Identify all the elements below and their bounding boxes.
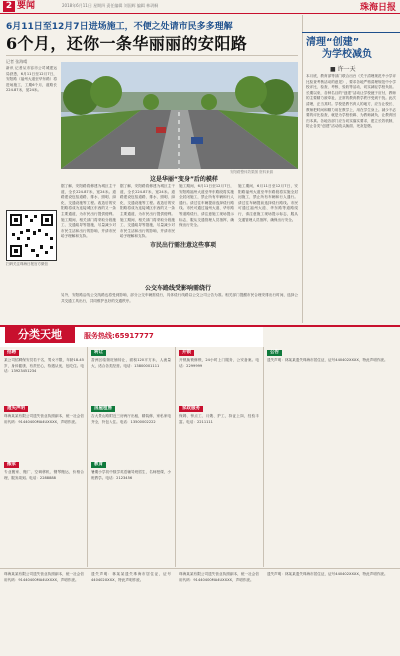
notice-text: 遗失声明：林某某遗失珠海市居住证，证号440402XXXX，特此声明作废。: [267, 572, 388, 576]
photo-credit: 安阳路整体效果图 资料来源: [230, 170, 274, 174]
commentary-byline: ■ 许一天: [330, 66, 356, 73]
article-kicker: 6月11日至12月7日进场施工，不便之处请市民多多理解: [6, 22, 233, 32]
classified-ad: 暑期小学初中数学英语辅导班招生，名师授课，小班教学。电话：2123456: [91, 470, 171, 480]
divider: [0, 568, 400, 569]
category-tag: 公告: [267, 350, 282, 356]
qr-label: 扫码关注珠海日报官方微信: [6, 262, 48, 266]
divider: [6, 55, 298, 56]
category-tag: 开锁: [179, 350, 194, 356]
classified-title: 分类天地: [5, 327, 75, 343]
article-body-1b: 据了解，安阳路将修建为城区主干道，全长224.87米，宽24米。道路建设包括道路、排水、照明、绿化、交通设施等工程。改造后的安阳路将成为连接城区东西的又一条主要通道，为市民出行提供便利。施工期间，相关部门将采取分段施工、交通疏导等措施，尽量减少对市民生活和出行的影响，并请市民给予理解和支持。: [120, 184, 175, 239]
classified-ad: 香洲区临街旺铺转让，面积120平方米，人流量大，适合各类经营。电话：13800001111: [91, 358, 171, 368]
subhead-2: 公交车路线受影响需绕行: [145, 285, 212, 292]
classified-phone: 服务热线:65917777: [84, 332, 154, 340]
qr-code[interactable]: [6, 210, 57, 261]
article-body-3: 另外，安阳路沿线公交线路也将受到影响，部分公交车辆需绕行，具体绕行线路以公交公司公告为准。相关部门提醒市民合理安排出行时间，选择公共交通工具出行，共同维护良好的交通秩序。: [61, 293, 298, 303]
commentary-title-2: 为学校减负: [322, 49, 372, 60]
street-rendering-image: [61, 62, 298, 169]
header-meta: 2018年6月11日 星期四 责任编辑 刘国辉 编辑 林玥桐: [62, 3, 159, 8]
page-number: 2: [3, 1, 15, 12]
commentary-body: 本月底，教育部等部门联合出台《关于清理规范中小学评比检查考核活动的意见》，要求各地严格清理规范中小学校评比、检查、考核、验收等活动，切实减轻学校负担。长期以来，各种名目的“创建”活动让学校疲于应付，教师的主要精力被牵扯，正常的教育教学秩序受到干扰。此次清理，正当其时。学校是教书育人的地方，应当让校长、教师把时间和精力用在教学上，用在学生身上。减少不必要的评比检查，就是为学校松绑、为教师减负，让教育回归本真。各地各部门应当切实落实要求，建立长效机制，防止各类“创建”活动改头换面、死灰复燃。: [306, 74, 396, 129]
category-tag: 遗失声明: [4, 406, 28, 412]
classified-rule-right: [263, 325, 400, 327]
notice-text: 遗失声明：林某某遗失珠海市居住证，证号440402XXXX，特此声明作废。: [91, 572, 171, 582]
street-illustration: [61, 62, 298, 169]
category-tag: 转让: [91, 350, 106, 356]
column-divider: [302, 15, 303, 323]
article-headline: 6个月，还你一条华丽丽的安阳路: [6, 34, 248, 53]
classified-ad: 某公司招聘保安员若干名，男女不限，年龄18-45岁，身体健康，有责任心，待遇从优，包吃住。电话：13923451234: [4, 358, 84, 374]
notice-text: 珠海某某有限公司遗失营业执照副本，统一社会信用代码：91440400MA4UXXXX，声明作废。: [4, 572, 84, 582]
commentary-title-1: 清理“创建”: [306, 37, 360, 48]
classified-ad: 保姆、钟点工、月嫂、护工，持证上岗，经验丰富。电话：2211111: [179, 414, 259, 424]
classified-col-divider: [87, 347, 88, 567]
classified-ad: 遗失声明：林某某遗失珠海市居住证，证号440402XXXX，特此声明作废。: [267, 358, 388, 362]
section-title: 要闻: [17, 1, 36, 11]
category-tag: 教育: [91, 462, 106, 468]
classified-col-divider: [263, 347, 264, 567]
photo-caption: 这是华丽“变身”后的模样: [150, 176, 218, 183]
article-body-2b: 施工期间，6月11日至12月7日，安阳路福州大道至华东路段将实施全封闭施工，禁止所有车辆和行人通行。请过往车辆提前选择绕行路线。市民可通过福州大道、华东路等道路绕行，请注意施工现场提示标志，服从交通管理人员指挥，确保出行安全。: [238, 184, 298, 222]
qr-code-icon: [7, 211, 56, 260]
category-tag: 招聘: [4, 350, 19, 356]
category-tag: 房屋租售: [91, 406, 115, 412]
category-tag: 搬家: [4, 462, 19, 468]
article-body-2: 施工期间，6月11日至12月7日，安阳路福州大道至华东路段将实施全封闭施工，禁止所有车辆和行人通行。请过往车辆提前选择绕行路线。市民可通过福州大道、华东路等道路绕行，请注意施工现场提示标志，服从交通管理人员指挥，确保出行安全。: [179, 184, 234, 228]
category-tag: 家政服务: [179, 406, 203, 412]
classified-ad: 吉大景山路附近三房两厅出租，精装修，家私家电齐全，拎包入住。电话：13500002222: [91, 414, 171, 424]
commentary-rule: [302, 32, 400, 33]
notice-text: 珠海某某有限公司遗失营业执照副本，统一社会信用代码：91440400MA4UXXXX，声明作废。: [179, 572, 259, 582]
newspaper-logo: 珠海日报: [359, 3, 396, 13]
article-body-1: 据了解，安阳路将修建为城区主干道，全长224.87米，宽24米。道路建设包括道路、排水、照明、绿化、交通设施等工程。改造后的安阳路将成为连接城区东西的又一条主要通道，为市民出行提供便利。施工期间，相关部门将采取分段施工、交通疏导等措施，尽量减少对市民生活和出行的影响，并请市民给予理解和支持。: [61, 184, 116, 239]
page-header: [0, 0, 400, 14]
subhead-1: 市民出行需注意这些事项: [150, 242, 217, 249]
classified-col-divider: [175, 347, 176, 567]
article-lead: 新讯 记者从市容市公司城建运局获悉，6月11日至12月7日，安阳路（福州大道至华东路）将进场施工，工期6个月，道路长224.87米，宽24米。: [6, 66, 57, 93]
classified-ad: 专业搬家、搬厂、空调移机、钢琴搬运，价格合理，服务周到。电话：2288888: [4, 470, 84, 480]
classified-ad: 珠海某某有限公司遗失营业执照副本，统一社会信用代码：91440400MA4UXXXX，声明作废。: [4, 414, 84, 424]
article-byline: 记者 张海晴: [6, 59, 28, 64]
classified-ad: 开锁换锁修锁，24小时上门服务，公安备案。电话：2299999: [179, 358, 259, 368]
